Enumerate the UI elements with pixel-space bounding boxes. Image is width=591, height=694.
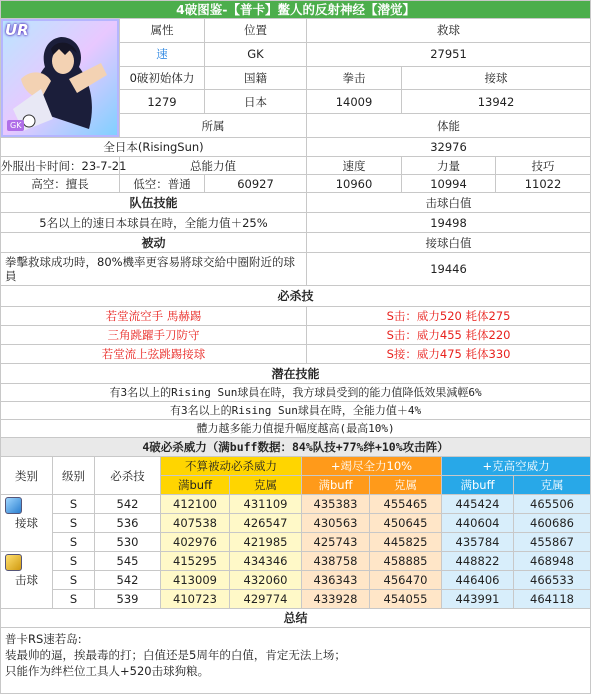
team-value: 全日本(RisingSun): [1, 138, 307, 157]
skill-power-cell: 545: [95, 552, 161, 571]
power-row: [1, 495, 591, 514]
power-table-title: 4破必杀威力（满buff数据：84%队技+77%绊+10%攻击阵）: [1, 438, 591, 457]
team-skill-heading: 队伍技能: [1, 193, 307, 213]
power-label: 力量: [402, 157, 496, 175]
col-level: 级别: [53, 457, 95, 495]
high-air: 高空：擅長: [1, 175, 120, 193]
power-value-cell: 435383: [302, 495, 370, 514]
shoot-white-label: 击球白值: [307, 193, 591, 213]
level-cell: S: [53, 514, 95, 533]
power-value-cell: 421985: [230, 533, 302, 552]
save-value: 27951: [307, 42, 591, 66]
power-value-cell: 454055: [370, 590, 442, 609]
power-value-cell: 435784: [442, 533, 514, 552]
power-value-cell: 407538: [161, 514, 230, 533]
summary-line: 装最帅的逼，挨最毒的打；白值还是5周年的白值，肯定无法上场；: [5, 648, 346, 662]
passive-text: 拳擊救球成功時，80%機率更容易將球交給中圈附近的球員: [1, 253, 307, 286]
punch-label: 拳击: [307, 66, 402, 90]
power-value-cell: 455465: [370, 495, 442, 514]
special-desc: S击：威力455 耗体220: [307, 326, 591, 345]
tech-value: 11022: [496, 175, 591, 193]
power-type-cell: [1, 495, 53, 552]
energy-value: 32976: [307, 138, 591, 157]
power-row: [1, 514, 591, 533]
power-row: [1, 590, 591, 609]
energy-label: 体能: [307, 114, 591, 138]
nation-value: 日本: [205, 90, 307, 114]
power-value-cell: 448822: [442, 552, 514, 571]
power-value-cell: 433928: [302, 590, 370, 609]
latent-line: 體力越多能力值提升幅度越高(最高10%): [1, 420, 591, 438]
special-name: 若堂流空手 馬赫踢: [1, 307, 307, 326]
col-skill: 必杀技: [95, 457, 161, 495]
power-value-cell: 436343: [302, 571, 370, 590]
special-desc: S接：威力475 耗体330: [307, 345, 591, 364]
total-value: 60927: [205, 175, 307, 193]
group-base: 不算被动必杀威力: [161, 457, 302, 476]
special-heading: 必杀技: [1, 286, 591, 307]
power-value: 10994: [402, 175, 496, 193]
summary-heading: 总结: [1, 609, 591, 628]
catch-white-value: 19446: [307, 253, 591, 286]
power-value-cell: 431109: [230, 495, 302, 514]
passive-heading: 被动: [1, 233, 307, 253]
power-table: [0, 437, 591, 694]
power-value-cell: 402976: [161, 533, 230, 552]
shoot-skill-icon: [5, 554, 22, 571]
pos-label: 位置: [205, 19, 307, 43]
power-value-cell: 413009: [161, 571, 230, 590]
power-value-cell: 455867: [514, 533, 591, 552]
summary-line: 普卡RS速若岛:: [5, 632, 82, 646]
power-value-cell: 440604: [442, 514, 514, 533]
power-value-cell: 468948: [514, 552, 591, 571]
special-name: 若堂流上弦跳踢接球: [1, 345, 307, 364]
latent-heading: 潜在技能: [1, 364, 591, 384]
level-cell: S: [53, 533, 95, 552]
speed-label: 速度: [307, 157, 402, 175]
power-type-label: 接球: [15, 516, 38, 530]
level-cell: S: [53, 571, 95, 590]
level-cell: S: [53, 495, 95, 514]
position-badge: GK: [7, 120, 24, 131]
skill-power-cell: 539: [95, 590, 161, 609]
skill-power-cell: 542: [95, 495, 161, 514]
nation-label: 国籍: [205, 66, 307, 90]
group-highair: +克高空威力: [442, 457, 591, 476]
page-title: 4破图鉴-【普卡】鳖人的反射神经【潜觉】: [1, 1, 591, 19]
attr-value: 速: [120, 42, 205, 66]
special-name: 三角跳躍手刀防守: [1, 326, 307, 345]
power-type-label: 击球: [15, 573, 38, 587]
power-row: [1, 571, 591, 590]
release-date: 外服出卡时间：23-7-21: [1, 158, 127, 173]
sub-counter: 克属: [230, 476, 302, 495]
summary-text: [1, 628, 591, 694]
power-value-cell: 434346: [230, 552, 302, 571]
power-value-cell: 410723: [161, 590, 230, 609]
power-value-cell: 430563: [302, 514, 370, 533]
total-label: 总能力值: [120, 157, 307, 175]
power-value-cell: 443991: [442, 590, 514, 609]
punch-value: 14009: [307, 90, 402, 114]
group-allout: +竭尽全力10%: [302, 457, 442, 476]
pos-value: GK: [205, 42, 307, 66]
power-row: [1, 552, 591, 571]
latent-line: 有3名以上的Rising Sun球員在時，我方球員受到的能力值降低效果減輕6%: [1, 384, 591, 402]
power-type-cell: [1, 552, 53, 609]
save-label: 救球: [307, 19, 591, 43]
stamina-label: 0破初始体力: [120, 66, 205, 90]
col-type: 类别: [1, 457, 53, 495]
skill-power-cell: 542: [95, 571, 161, 590]
power-value-cell: 466533: [514, 571, 591, 590]
attr-label: 属性: [120, 19, 205, 43]
power-value-cell: 415295: [161, 552, 230, 571]
special-desc: S击：威力520 耗体275: [307, 307, 591, 326]
catch-white-label: 接球白值: [307, 233, 591, 253]
stamina-value: 1279: [120, 90, 205, 114]
power-value-cell: 446406: [442, 571, 514, 590]
catch-value: 13942: [402, 90, 591, 114]
summary-line: 只能作为绊栏位工具人+520击球狗粮。: [5, 664, 210, 678]
speed-value: 10960: [307, 175, 402, 193]
team-skill-text: 5名以上的速日本球員在時，全能力值＋25%: [1, 213, 307, 233]
power-value-cell: 456470: [370, 571, 442, 590]
skill-power-cell: 530: [95, 533, 161, 552]
sub-full: 满buff: [302, 476, 370, 495]
skill-power-cell: 536: [95, 514, 161, 533]
low-air: 低空：普通: [120, 175, 205, 193]
shoot-white-value: 19498: [307, 213, 591, 233]
sub-full: 满buff: [161, 476, 230, 495]
card-portrait: [1, 19, 120, 138]
power-value-cell: 426547: [230, 514, 302, 533]
power-value-cell: 464118: [514, 590, 591, 609]
power-value-cell: 460686: [514, 514, 591, 533]
power-value-cell: 450645: [370, 514, 442, 533]
sub-full: 满buff: [442, 476, 514, 495]
power-value-cell: 429774: [230, 590, 302, 609]
power-value-cell: 458885: [370, 552, 442, 571]
power-value-cell: 412100: [161, 495, 230, 514]
power-value-cell: 438758: [302, 552, 370, 571]
catch-skill-icon: [5, 497, 22, 514]
sub-counter: 克属: [514, 476, 591, 495]
power-row: [1, 533, 591, 552]
rarity-badge: UR: [5, 21, 29, 39]
level-cell: S: [53, 552, 95, 571]
power-value-cell: 425743: [302, 533, 370, 552]
level-cell: S: [53, 590, 95, 609]
power-value-cell: 445825: [370, 533, 442, 552]
power-value-cell: 432060: [230, 571, 302, 590]
catch-label: 接球: [402, 66, 591, 90]
tech-label: 技巧: [496, 157, 591, 175]
power-value-cell: 445424: [442, 495, 514, 514]
latent-line: 有3名以上的Rising Sun球員在時，全能力值＋4%: [1, 402, 591, 420]
sub-counter: 克属: [370, 476, 442, 495]
power-value-cell: 465506: [514, 495, 591, 514]
team-label: 所属: [120, 114, 307, 138]
